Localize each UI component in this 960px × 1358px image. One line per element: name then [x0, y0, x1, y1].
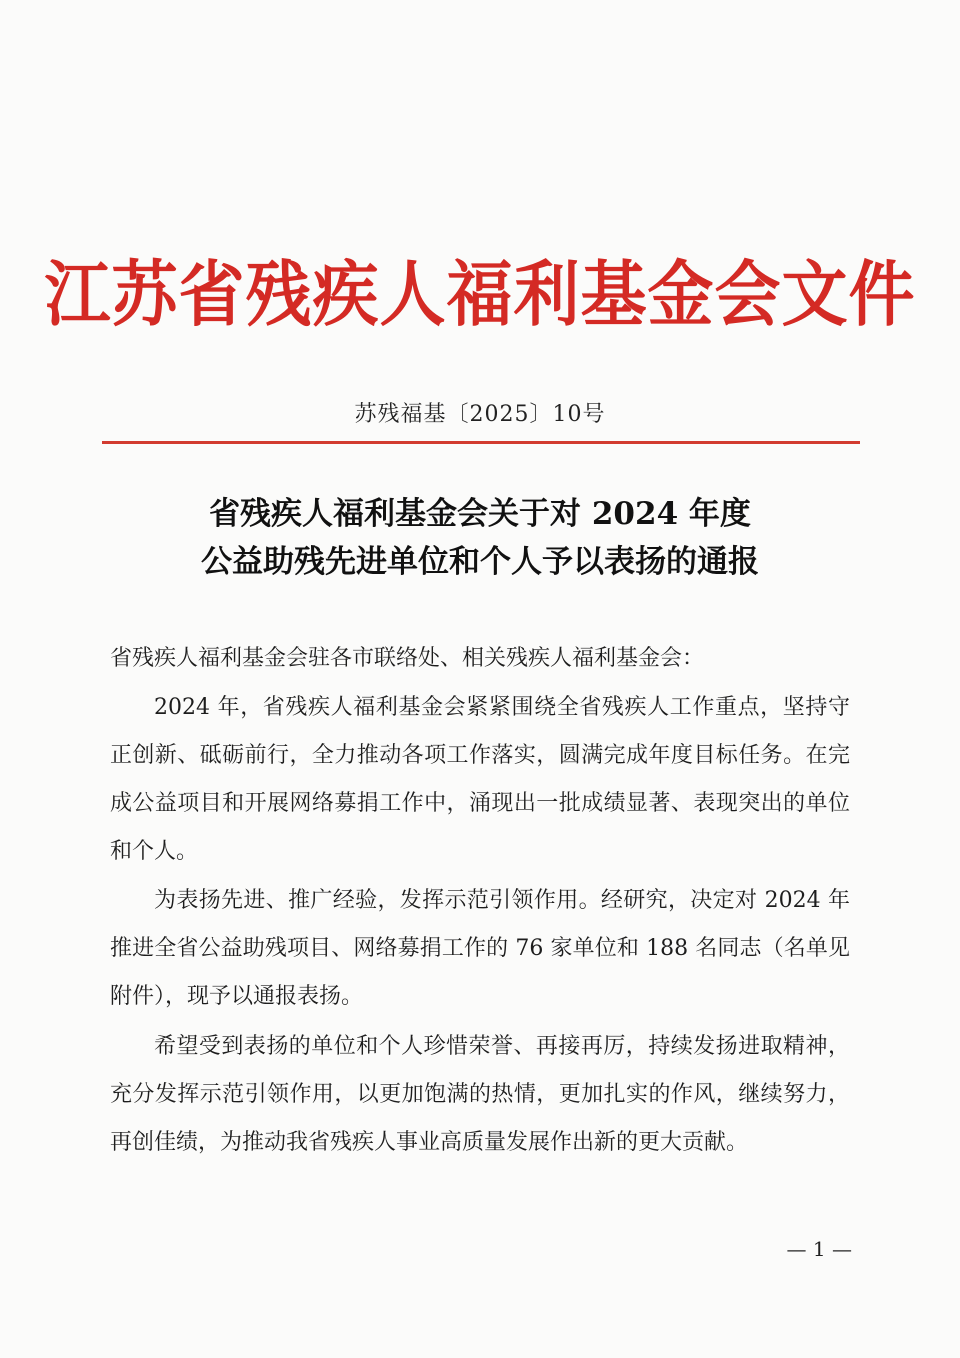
notice-title-line-1: 省残疾人福利基金会关于对 2024 年度 [209, 496, 751, 532]
body-paragraph-3: 希望受到表扬的单位和个人珍惜荣誉、再接再厉，持续发扬进取精神，充分发挥示范引领作用，以更加饱满的热情，更加扎实的作风，继续努力，再创佳绩，为推动我省残疾人事业高质量发展作出新的更大贡献。 [110, 1034, 850, 1155]
body-paragraph-1: 2024 年，省残疾人福利基金会紧紧围绕全省残疾人工作重点，坚持守正创新、砥砺前行，全力推动各项工作落实，圆满完成年度目标任务。在完成公益项目和开展网络募捐工作中，涌现出一批成绩显著、表现突出的单位和个人。 [110, 695, 850, 864]
document-number: 苏残福基〔2025〕10号 [354, 402, 606, 427]
page-number: — 1 — [786, 1237, 852, 1261]
notice-title [0, 490, 960, 586]
red-divider-line [102, 441, 860, 444]
notice-title-line-2: 公益助残先进单位和个人予以表扬的通报 [201, 544, 759, 580]
salutation: 省残疾人福利基金会驻各市联络处、相关残疾人福利基金会： [110, 646, 705, 671]
body-paragraph-2: 为表扬先进、推广经验，发挥示范引领作用。经研究，决定对 2024 年推进全省公益助残项目、网络募捐工作的 76 家单位和 188 名同志（名单见附件），现予以通报表扬。 [110, 888, 850, 1009]
org-header: 江苏省残疾人福利基金会文件 [44, 252, 916, 337]
